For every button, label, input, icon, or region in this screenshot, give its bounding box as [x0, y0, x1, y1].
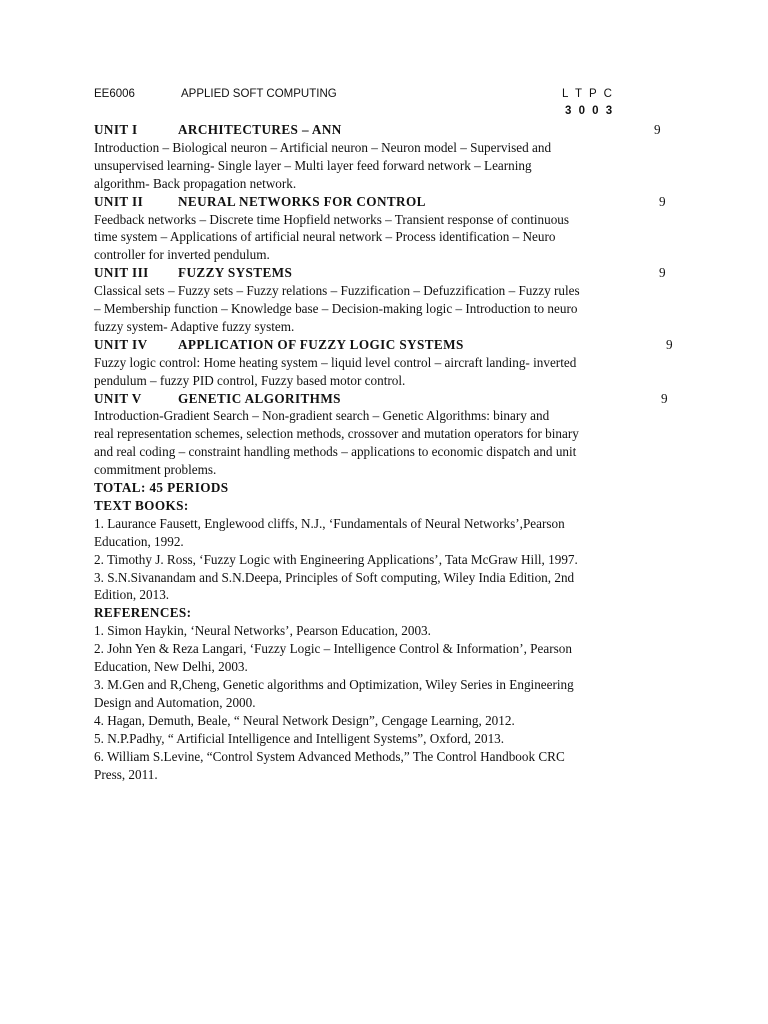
reference-line: 2. John Yen & Reza Langari, ‘Fuzzy Logic – Intelligence Control & Information’, Pearson: [94, 641, 572, 657]
reference-line: Education, New Delhi, 2003.: [94, 659, 248, 675]
reference-line: 1. Simon Haykin, ‘Neural Networks’, Pearson Education, 2003.: [94, 623, 431, 639]
reference-line: 3. M.Gen and R,Cheng, Genetic algorithms and Optimization, Wiley Series in Engineering: [94, 677, 574, 693]
unit-heading: [94, 264, 674, 282]
unit-number: UNIT III: [94, 265, 149, 281]
unit-name: GENETIC ALGORITHMS: [178, 390, 341, 406]
ltpc-label: L T P C: [562, 88, 614, 100]
textbook-line: 1. Laurance Fausett, Englewood cliffs, N.J., ‘Fundamentals of Neural Networks’,Pearson: [94, 515, 565, 531]
reference-line: 6. William S.Levine, “Control System Advanced Methods,” The Control Handbook CRC: [94, 748, 565, 764]
unit-line: controller for inverted pendulum.: [94, 247, 270, 263]
unit-name: NEURAL NETWORKS FOR CONTROL: [178, 193, 426, 209]
unit-hours: 9: [654, 122, 661, 137]
ltpc-credits: 3 0 0 3: [565, 105, 615, 117]
unit-name: ARCHITECTURES – ANN: [178, 122, 342, 137]
unit-line: commitment problems.: [94, 462, 217, 478]
syllabus-content: [94, 121, 674, 783]
textbook-line: 3. S.N.Sivanandam and S.N.Deepa, Principles of Soft computing, Wiley India Edition, 2nd: [94, 569, 575, 585]
unit-line: algorithm- Back propagation network.: [94, 175, 297, 191]
references-heading: REFERENCES:: [94, 605, 192, 621]
textbook-line: Edition, 2013.: [94, 587, 170, 603]
unit-hours: 9: [659, 193, 666, 209]
total-periods: TOTAL: 45 PERIODS: [94, 480, 229, 496]
unit-line: pendulum – fuzzy PID control, Fuzzy based motor control.: [94, 372, 406, 388]
unit-line: Introduction – Biological neuron – Artificial neuron – Neuron model – Supervised and: [94, 139, 552, 155]
textbook-line: Education, 1992.: [94, 533, 184, 549]
unit-line: – Membership function – Knowledge base – Decision-making logic – Introduction to neuro: [94, 301, 578, 317]
reference-line: Design and Automation, 2000.: [94, 694, 256, 710]
unit-line: time system – Applications of artificial neural network – Process identification – Neuro: [94, 229, 556, 245]
course-title: APPLIED SOFT COMPUTING: [181, 88, 337, 100]
course-header: [94, 88, 694, 122]
unit-hours: 9: [666, 336, 673, 352]
unit-heading: [94, 193, 674, 211]
unit-number: UNIT I: [94, 122, 138, 137]
unit-number: UNIT II: [94, 193, 144, 209]
unit-name: FUZZY SYSTEMS: [178, 265, 293, 281]
unit-hours: 9: [659, 265, 666, 281]
unit-line: Feedback networks – Discrete time Hopfield networks – Transient response of continuous: [94, 211, 570, 227]
unit-hours: 9: [661, 390, 668, 406]
reference-line: 5. N.P.Padhy, “ Artificial Intelligence and Intelligent Systems”, Oxford, 2013.: [94, 730, 505, 746]
unit-line: fuzzy system- Adaptive fuzzy system.: [94, 318, 295, 334]
unit-line: Introduction-Gradient Search – Non-gradient search – Genetic Algorithms: binary and: [94, 408, 550, 424]
reference-line: 4. Hagan, Demuth, Beale, “ Neural Network Design”, Cengage Learning, 2012.: [94, 712, 515, 728]
unit-line: real representation schemes, selection methods, crossover and mutation operators for binary: [94, 426, 579, 442]
unit-number: UNIT V: [94, 390, 142, 406]
unit-number: UNIT IV: [94, 336, 148, 352]
unit-heading: [94, 121, 674, 139]
unit-line: Fuzzy logic control: Home heating system – liquid level control – aircraft landing- inverted: [94, 354, 577, 370]
unit-name: APPLICATION OF FUZZY LOGIC SYSTEMS: [178, 336, 464, 352]
textbook-line: 2. Timothy J. Ross, ‘Fuzzy Logic with Engineering Applications’, Tata McGraw Hill, 1997.: [94, 551, 578, 567]
unit-line: Classical sets – Fuzzy sets – Fuzzy relations – Fuzzification – Defuzzification – Fuzzy rules: [94, 283, 580, 299]
unit-line: unsupervised learning- Single layer – Multi layer feed forward network – Learning: [94, 157, 532, 173]
reference-line: Press, 2011.: [94, 766, 158, 782]
course-code: EE6006: [94, 88, 135, 100]
unit-heading: [94, 390, 674, 408]
unit-heading: [94, 336, 674, 354]
unit-line: and real coding – constraint handling methods – applications to economic dispatch and unit: [94, 444, 577, 460]
textbooks-heading: TEXT BOOKS:: [94, 497, 189, 513]
